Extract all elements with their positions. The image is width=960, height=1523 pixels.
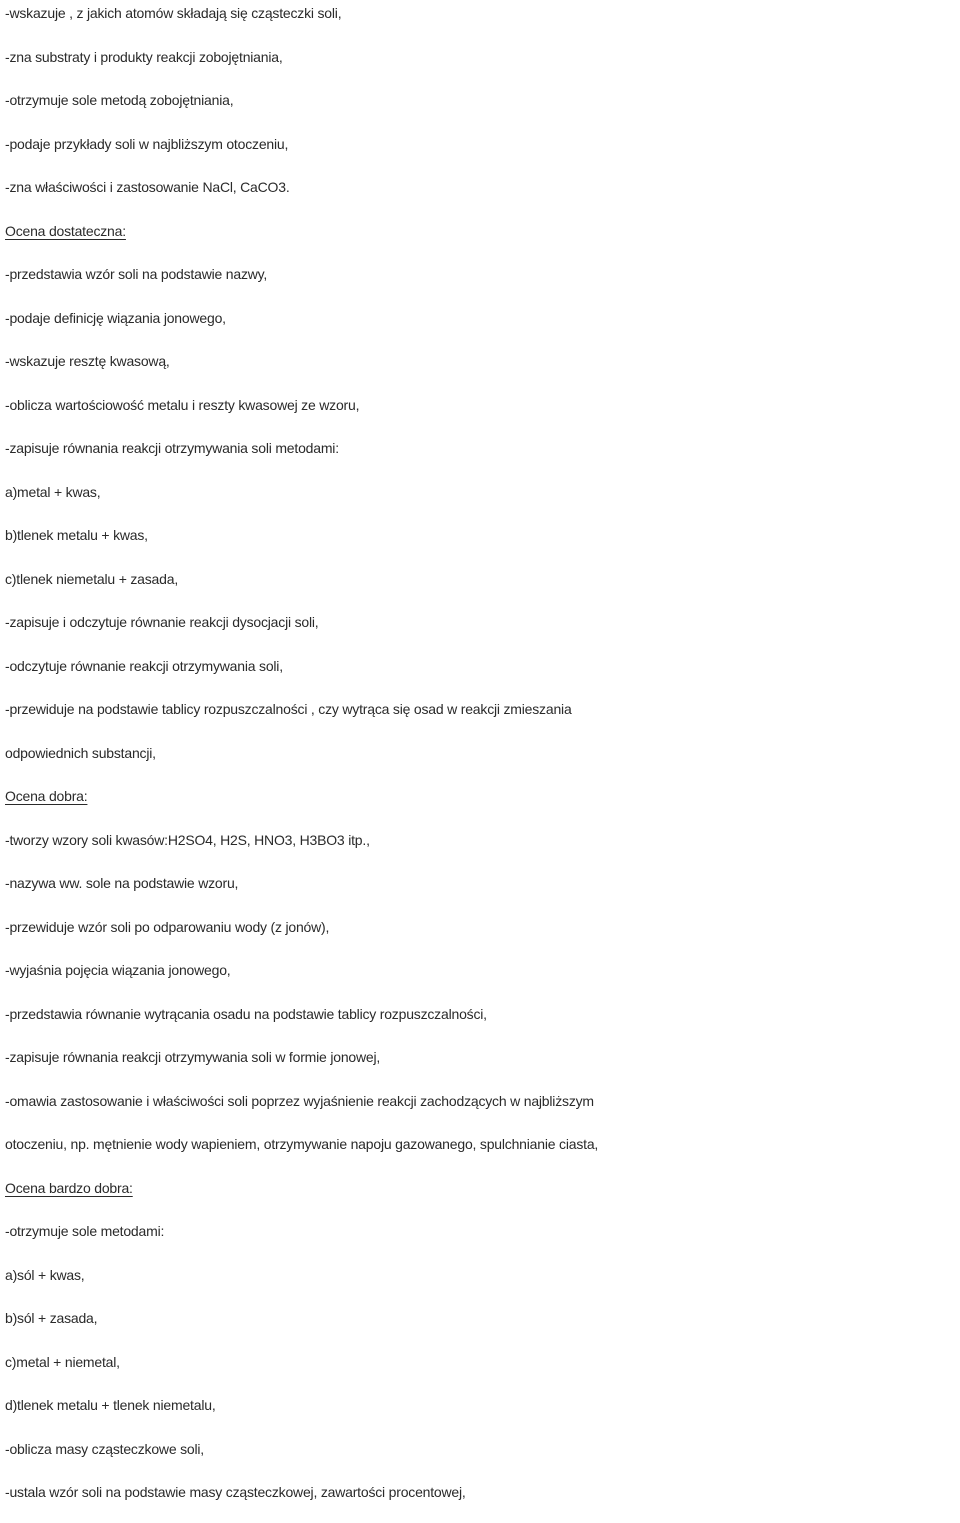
text-line: -omawia zastosowanie i właściwości soli poprzez wyjaśnienie reakcji zachodzących w najbliższym [5, 1092, 594, 1109]
text-line: -zapisuje i odczytuje równanie reakcji dysocjacji soli, [5, 614, 319, 630]
text-line: -nazywa ww. sole na podstawie wzoru, [5, 875, 239, 891]
text-line: -tworzy wzory soli kwasów:H2SO4, H2S, HNO3, H3BO3 itp., [5, 831, 370, 848]
text-line: b)tlenek metalu + kwas, [5, 527, 148, 543]
text-line: b)sól + zasada, [5, 1310, 98, 1326]
text-line: -przewiduje na podstawie tablicy rozpuszczalności , czy wytrąca się osad w reakcji zmieszania [5, 701, 572, 717]
text-line: -odczytuje równanie reakcji otrzymywania soli, [5, 657, 283, 674]
text-line: -otrzymuje sole metodami: [5, 1223, 165, 1239]
text-line: -zapisuje równania reakcji otrzymywania soli w formie jonowej, [5, 1049, 381, 1065]
section-heading: Ocena bardzo dobra: [5, 1179, 133, 1196]
text-line: otoczeniu, np. mętnienie wody wapieniem, otrzymywanie napoju gazowanego, spulchnianie ciasta, [5, 1136, 599, 1152]
text-line: odpowiednich substancji, [5, 744, 156, 761]
text-line: -przedstawia wzór soli na podstawie nazwy, [5, 266, 268, 282]
document-body [5, 0, 957, 1523]
text-line: a)metal + kwas, [5, 483, 101, 500]
text-line: -podaje definicję wiązania jonowego, [5, 309, 226, 326]
text-line: -oblicza wartościowość metalu i reszty kwasowej ze wzoru, [5, 396, 360, 413]
text-line: -wskazuje resztę kwasową, [5, 353, 170, 369]
text-line: -przedstawia równanie wytrącania osadu na podstawie tablicy rozpuszczalności, [5, 1005, 487, 1022]
text-line: -przewiduje wzór soli po odparowaniu wody (z jonów), [5, 918, 330, 935]
text-line: -otrzymuje sole metodą zobojętniania, [5, 92, 234, 108]
text-line: -oblicza masy cząsteczkowe soli, [5, 1440, 204, 1457]
text-line: -zapisuje równania reakcji otrzymywania soli metodami: [5, 440, 339, 456]
text-line: -podaje przykłady soli w najbliższym otoczeniu, [5, 135, 289, 152]
text-line: -zna właściwości i zastosowanie NaCl, CaCO3. [5, 179, 290, 195]
text-line: -zna substraty i produkty reakcji zobojętniania, [5, 48, 283, 65]
text-line: d)tlenek metalu + tlenek niemetalu, [5, 1397, 216, 1413]
text-line: -wskazuje , z jakich atomów składają się cząsteczki soli, [5, 5, 342, 21]
text-line: -wyjaśnia pojęcia wiązania jonowego, [5, 962, 231, 978]
section-heading: Ocena dobra: [5, 788, 88, 804]
text-line: c)metal + niemetal, [5, 1353, 120, 1370]
text-line: a)sól + kwas, [5, 1266, 85, 1283]
section-heading: Ocena dostateczna: [5, 222, 126, 239]
text-line: -ustala wzór soli na podstawie masy cząsteczkowej, zawartości procentowej, [5, 1484, 466, 1500]
text-line: c)tlenek niemetalu + zasada, [5, 570, 179, 587]
